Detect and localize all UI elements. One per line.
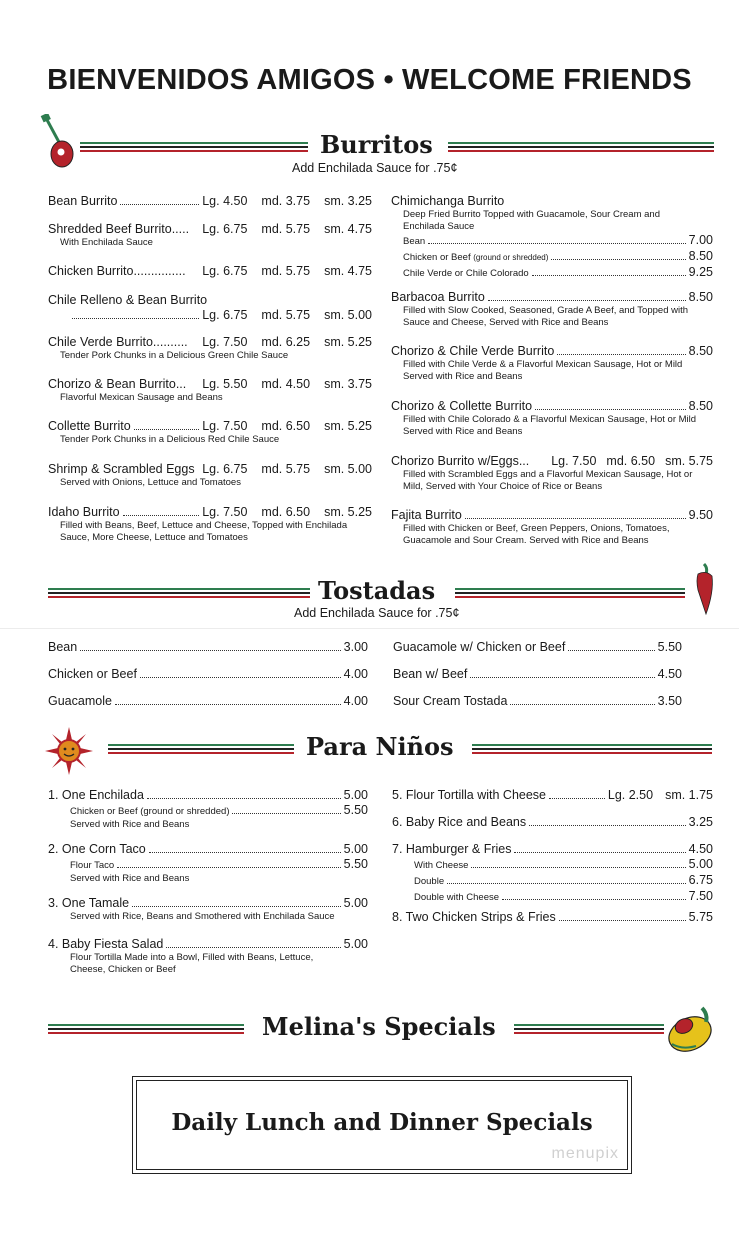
item-price-md: md. 6.50 bbox=[606, 454, 656, 468]
item-name: 6. Baby Rice and Beans bbox=[392, 815, 527, 829]
item-description: Tender Pork Chunks in a Delicious Green Chile Sauce bbox=[60, 350, 289, 361]
menu-item bbox=[48, 335, 372, 362]
option-name: Bean bbox=[403, 236, 426, 247]
item-price: 4.00 bbox=[343, 667, 368, 681]
item-price-lg: Lg. 7.50 bbox=[202, 419, 248, 433]
sombrero-icon bbox=[656, 1000, 714, 1058]
menu-item bbox=[48, 505, 372, 544]
item-price: 4.50 bbox=[657, 667, 682, 681]
item-name: 8. Two Chicken Strips & Fries bbox=[392, 910, 556, 924]
option-price: 5.00 bbox=[688, 857, 713, 871]
item-price-lg: Lg. 7.50 bbox=[551, 454, 597, 468]
tostadas-subtitle: Add Enchilada Sauce for .75¢ bbox=[294, 606, 460, 620]
option-name: Chicken or Beef bbox=[403, 252, 471, 263]
item-price: 8.50 bbox=[688, 344, 713, 358]
menu-item bbox=[48, 377, 372, 404]
item-description: Filled with Chile Verde & a Flavorful Mexican Sausage, Hot or Mild Served with Rice and Beans bbox=[403, 359, 683, 382]
item-name: Barbacoa Burrito bbox=[391, 290, 485, 304]
item-name: Guacamole bbox=[48, 694, 112, 708]
menu-item bbox=[48, 222, 372, 249]
item-name: Chorizo Burrito w/Eggs... bbox=[391, 454, 530, 468]
menu-item bbox=[393, 667, 682, 682]
item-price-sm: sm. 3.75 bbox=[324, 377, 372, 391]
item-description: Filled with Scrambled Eggs and a Flavorful Mexican Sausage, Hot or Mild, Served with Your Choice of Rice or Beans bbox=[403, 469, 693, 492]
menu-item bbox=[48, 640, 368, 655]
item-price-sm: sm. 4.75 bbox=[324, 222, 372, 236]
item-price-md: md. 5.75 bbox=[261, 264, 311, 278]
item-name: Chorizo & Bean Burrito... bbox=[48, 377, 187, 391]
option-price: 8.50 bbox=[688, 249, 713, 263]
item-price-sm: sm. 5.25 bbox=[324, 505, 372, 519]
item-description: Served with Rice and Beans bbox=[70, 819, 190, 830]
item-price: 4.00 bbox=[343, 694, 368, 708]
menu-item bbox=[48, 694, 368, 709]
menu-item bbox=[48, 937, 368, 976]
item-price: 5.00 bbox=[343, 788, 368, 802]
item-name: Guacamole w/ Chicken or Beef bbox=[393, 640, 566, 654]
item-description: With Enchilada Sauce bbox=[60, 237, 153, 248]
item-price: 5.75 bbox=[688, 910, 713, 924]
ninos-stripe-left bbox=[108, 744, 294, 756]
specials-stripe-right bbox=[514, 1024, 664, 1036]
item-name: Chimichanga Burrito bbox=[391, 194, 505, 208]
item-price-sm: sm. 5.75 bbox=[665, 454, 713, 468]
menu-item-chimichanga bbox=[391, 194, 713, 281]
item-price-lg: Lg. 6.75 bbox=[202, 462, 248, 476]
item-description: Tender Pork Chunks in a Delicious Red Chile Sauce bbox=[60, 434, 280, 445]
item-price-sm: sm. 5.00 bbox=[324, 462, 372, 476]
item-price: 9.50 bbox=[688, 508, 713, 522]
menu-item bbox=[391, 454, 713, 493]
option-name: Flour Taco bbox=[70, 860, 115, 871]
item-price-sm: sm. 4.75 bbox=[324, 264, 372, 278]
option-price: 6.75 bbox=[688, 873, 713, 887]
menu-item bbox=[392, 788, 713, 803]
item-name: Bean bbox=[48, 640, 78, 654]
item-price-lg: Lg. 5.50 bbox=[202, 377, 248, 391]
item-price-md: md. 6.50 bbox=[261, 505, 311, 519]
chile-pepper-icon bbox=[690, 562, 720, 618]
item-price: 5.00 bbox=[343, 896, 368, 910]
tostadas-stripe-right bbox=[455, 588, 685, 600]
item-description: Filled with Chicken or Beef, Green Peppers, Onions, Tomatoes, Guacamole and Sour Cream. Served with Rice and Beans bbox=[403, 523, 670, 546]
item-price-sm: sm. 5.25 bbox=[324, 335, 372, 349]
item-price-md: md. 6.25 bbox=[261, 335, 311, 349]
burritos-subtitle: Add Enchilada Sauce for .75¢ bbox=[292, 161, 458, 175]
item-price-lg: Lg. 6.75 bbox=[202, 264, 248, 278]
item-name: 3. One Tamale bbox=[48, 896, 130, 910]
item-name: Chile Relleno & Bean Burrito bbox=[48, 293, 208, 307]
item-price-md: md. 5.75 bbox=[261, 308, 311, 322]
item-name: Collette Burrito bbox=[48, 419, 131, 433]
watermark-text: menupix bbox=[551, 1145, 619, 1162]
menu-item bbox=[48, 419, 372, 446]
item-name: Bean w/ Beef bbox=[393, 667, 468, 681]
item-price-sm: sm. 1.75 bbox=[665, 788, 713, 802]
item-name: Bean Burrito bbox=[48, 194, 118, 208]
item-name: Chorizo & Chile Verde Burrito bbox=[391, 344, 555, 358]
daily-specials-text: Daily Lunch and Dinner Specials bbox=[171, 1109, 593, 1136]
item-description: Served with Rice and Beans bbox=[70, 873, 190, 884]
menu-item bbox=[391, 508, 713, 547]
tostadas-title: Tostadas bbox=[318, 576, 436, 605]
item-name: Shrimp & Scrambled Eggs bbox=[48, 462, 195, 476]
item-name: 4. Baby Fiesta Salad bbox=[48, 937, 164, 951]
tostadas-stripe-left bbox=[48, 588, 310, 600]
welcome-heading: BIENVENIDOS AMIGOS • WELCOME FRIENDS bbox=[47, 64, 692, 96]
item-price-lg: Lg. 7.50 bbox=[202, 505, 248, 519]
item-name: 1. One Enchilada bbox=[48, 788, 144, 802]
option-name: Double bbox=[414, 876, 445, 887]
menu-item bbox=[392, 910, 713, 925]
menu-item bbox=[393, 640, 682, 655]
item-description: Deep Fried Burrito Topped with Guacamole, Sour Cream and Enchilada Sauce bbox=[403, 209, 660, 232]
option-name: Chicken or Beef (ground or shredded) bbox=[70, 806, 230, 817]
item-description: Served with Onions, Lettuce and Tomatoes bbox=[60, 477, 241, 488]
item-price-md: md. 5.75 bbox=[261, 462, 311, 476]
item-price-lg: Lg. 4.50 bbox=[202, 194, 248, 208]
item-price-sm: sm. 3.25 bbox=[324, 194, 372, 208]
item-price-lg: Lg. 6.75 bbox=[202, 308, 248, 322]
menu-item bbox=[48, 194, 372, 209]
guitar-icon bbox=[40, 114, 76, 170]
option-price: 7.00 bbox=[688, 233, 713, 247]
item-price: 8.50 bbox=[688, 399, 713, 413]
burritos-stripe-right bbox=[448, 142, 714, 154]
item-name: Chorizo & Collette Burrito bbox=[391, 399, 533, 413]
item-price-sm: sm. 5.25 bbox=[324, 419, 372, 433]
item-price-sm: sm. 5.00 bbox=[324, 308, 372, 322]
menu-item bbox=[391, 344, 713, 383]
burritos-title: Burritos bbox=[320, 130, 433, 159]
item-description: Filled with Chile Colorado & a Flavorful Mexican Sausage, Hot or Mild Served with Rice and Beans bbox=[403, 414, 697, 437]
menu-item bbox=[48, 264, 372, 279]
menu-item bbox=[392, 815, 713, 830]
item-price-md: md. 6.50 bbox=[261, 419, 311, 433]
option-note: (ground or shredded) bbox=[473, 253, 549, 262]
item-price-lg: Lg. 6.75 bbox=[202, 222, 248, 236]
item-description: Flavorful Mexican Sausage and Beans bbox=[60, 392, 223, 403]
item-price-lg: Lg. 7.50 bbox=[202, 335, 248, 349]
item-description: Served with Rice, Beans and Smothered with Enchilada Sauce bbox=[70, 911, 335, 922]
menu-item bbox=[392, 842, 713, 905]
menu-item bbox=[48, 462, 372, 489]
item-price-md: md. 3.75 bbox=[261, 194, 311, 208]
item-name: Chicken or Beef bbox=[48, 667, 137, 681]
menu-item bbox=[48, 842, 368, 885]
ninos-stripe-right bbox=[472, 744, 712, 756]
item-name: 5. Flour Tortilla with Cheese bbox=[392, 788, 547, 802]
specials-title: Melina's Specials bbox=[262, 1012, 496, 1041]
option-name: With Cheese bbox=[414, 860, 469, 871]
item-price-md: md. 5.75 bbox=[261, 222, 311, 236]
item-description: Filled with Slow Cooked, Seasoned, Grade A Beef, and Topped with Sauce and Cheese, Served with Rice and Beans bbox=[403, 305, 689, 328]
menu-item bbox=[48, 293, 372, 323]
option-price: 5.50 bbox=[343, 857, 368, 871]
menu-item bbox=[48, 896, 368, 923]
item-price: 5.50 bbox=[657, 640, 682, 654]
menu-item bbox=[48, 667, 368, 682]
sun-icon bbox=[44, 726, 94, 776]
option-name: Chile Verde or Chile Colorado bbox=[403, 268, 529, 279]
item-name: Shredded Beef Burrito..... bbox=[48, 222, 190, 236]
item-name: 2. One Corn Taco bbox=[48, 842, 146, 856]
item-price: 3.50 bbox=[657, 694, 682, 708]
item-description: Flour Tortilla Made into a Bowl, Filled with Beans, Lettuce, Cheese, Chicken or Beef bbox=[70, 952, 314, 975]
option-price: 5.50 bbox=[343, 803, 368, 817]
item-description: Filled with Beans, Beef, Lettuce and Cheese, Topped with Enchilada Sauce, More Cheese, Lettuce and Tomatoes bbox=[60, 520, 348, 543]
item-price-lg: Lg. 2.50 bbox=[607, 788, 654, 802]
option-name: Double with Cheese bbox=[414, 892, 500, 903]
menu-item bbox=[391, 399, 713, 438]
item-name: Chile Verde Burrito.......... bbox=[48, 335, 188, 349]
section-divider bbox=[0, 628, 739, 629]
item-price: 5.00 bbox=[343, 842, 368, 856]
item-name: Idaho Burrito bbox=[48, 505, 120, 519]
item-price: 3.25 bbox=[688, 815, 713, 829]
item-price: 8.50 bbox=[688, 290, 713, 304]
item-price: 3.00 bbox=[343, 640, 368, 654]
item-price: 5.00 bbox=[343, 937, 368, 951]
item-name: Chicken Burrito............... bbox=[48, 264, 186, 278]
menu-item bbox=[48, 788, 368, 831]
specials-stripe-left bbox=[48, 1024, 244, 1036]
item-price: 4.50 bbox=[688, 842, 713, 856]
option-price: 7.50 bbox=[688, 889, 713, 903]
ninos-title: Para Niños bbox=[306, 732, 454, 761]
menu-item bbox=[391, 290, 713, 329]
item-name: 7. Hamburger & Fries bbox=[392, 842, 512, 856]
option-price: 9.25 bbox=[688, 265, 713, 279]
item-price-md: md. 4.50 bbox=[261, 377, 311, 391]
menu-item bbox=[393, 694, 682, 709]
item-name: Fajita Burrito bbox=[391, 508, 462, 522]
burritos-stripe-left bbox=[80, 142, 308, 154]
item-name: Sour Cream Tostada bbox=[393, 694, 508, 708]
